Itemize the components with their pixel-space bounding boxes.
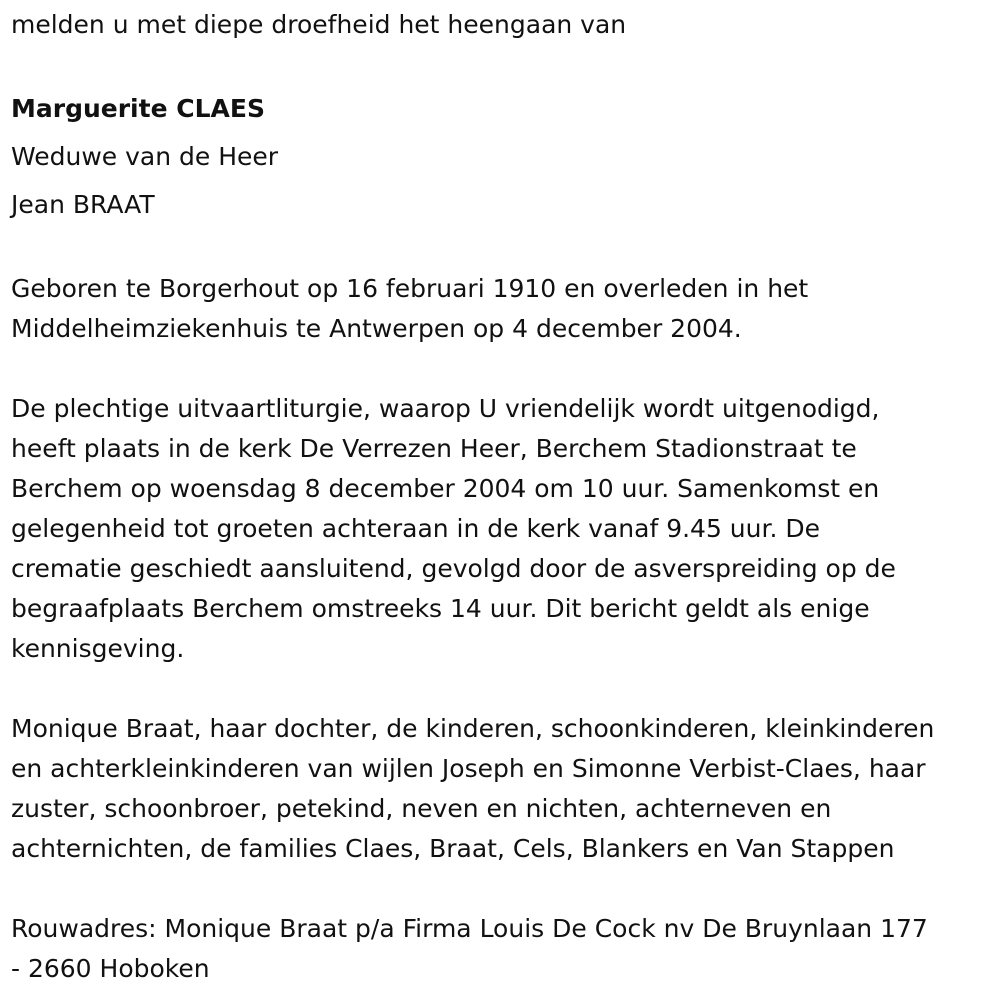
paragraph-line: Geboren te Borgerhout op 16 februari 1910 en overleden in het <box>11 274 809 303</box>
paragraph-line: kennisgeving. <box>11 634 185 663</box>
paragraph-line: begraafplaats Berchem omstreeks 14 uur. Dit bericht geldt als enige <box>11 594 870 623</box>
obituary-notice <box>11 5 996 989</box>
paragraph-line: Rouwadres: Monique Braat p/a Firma Louis De Cock nv De Bruynlaan 177 <box>11 914 928 943</box>
paragraph-line: crematie geschiedt aansluitend, gevolgd door de asverspreiding op de <box>11 554 896 583</box>
paragraph-line: en achterkleinkinderen van wijlen Joseph en Simonne Verbist-Claes, haar <box>11 754 926 783</box>
intro-text: melden u met diepe droefheid het heengaan van <box>11 10 627 39</box>
paragraph-line: gelegenheid tot groeten achteraan in de kerk vanaf 9.45 uur. De <box>11 514 820 543</box>
paragraph-line: Monique Braat, haar dochter, de kinderen, schoonkinderen, kleinkinderen <box>11 714 935 743</box>
paragraph-line: De plechtige uitvaartliturgie, waarop U vriendelijk wordt uitgenodigd, <box>11 394 880 423</box>
address-paragraph <box>11 909 996 989</box>
birth-death-paragraph <box>11 269 996 349</box>
widow-status: Weduwe van de Heer <box>11 142 279 171</box>
paragraph-line: - 2660 Hoboken <box>11 954 210 983</box>
family-paragraph <box>11 709 996 869</box>
paragraph-line: Berchem op woensdag 8 december 2004 om 10 uur. Samenkomst en <box>11 474 880 503</box>
paragraph-line: zuster, schoonbroer, petekind, neven en nichten, achterneven en <box>11 794 832 823</box>
paragraph-line: heeft plaats in de kerk De Verrezen Heer, Berchem Stadionstraat te <box>11 434 857 463</box>
paragraph-line: achternichten, de families Claes, Braat, Cels, Blankers en Van Stappen <box>11 834 895 863</box>
spouse-name: Jean BRAAT <box>11 190 155 219</box>
deceased-name: Marguerite CLAES <box>11 94 265 123</box>
funeral-paragraph <box>11 389 996 669</box>
paragraph-line: Middelheimziekenhuis te Antwerpen op 4 december 2004. <box>11 314 742 343</box>
